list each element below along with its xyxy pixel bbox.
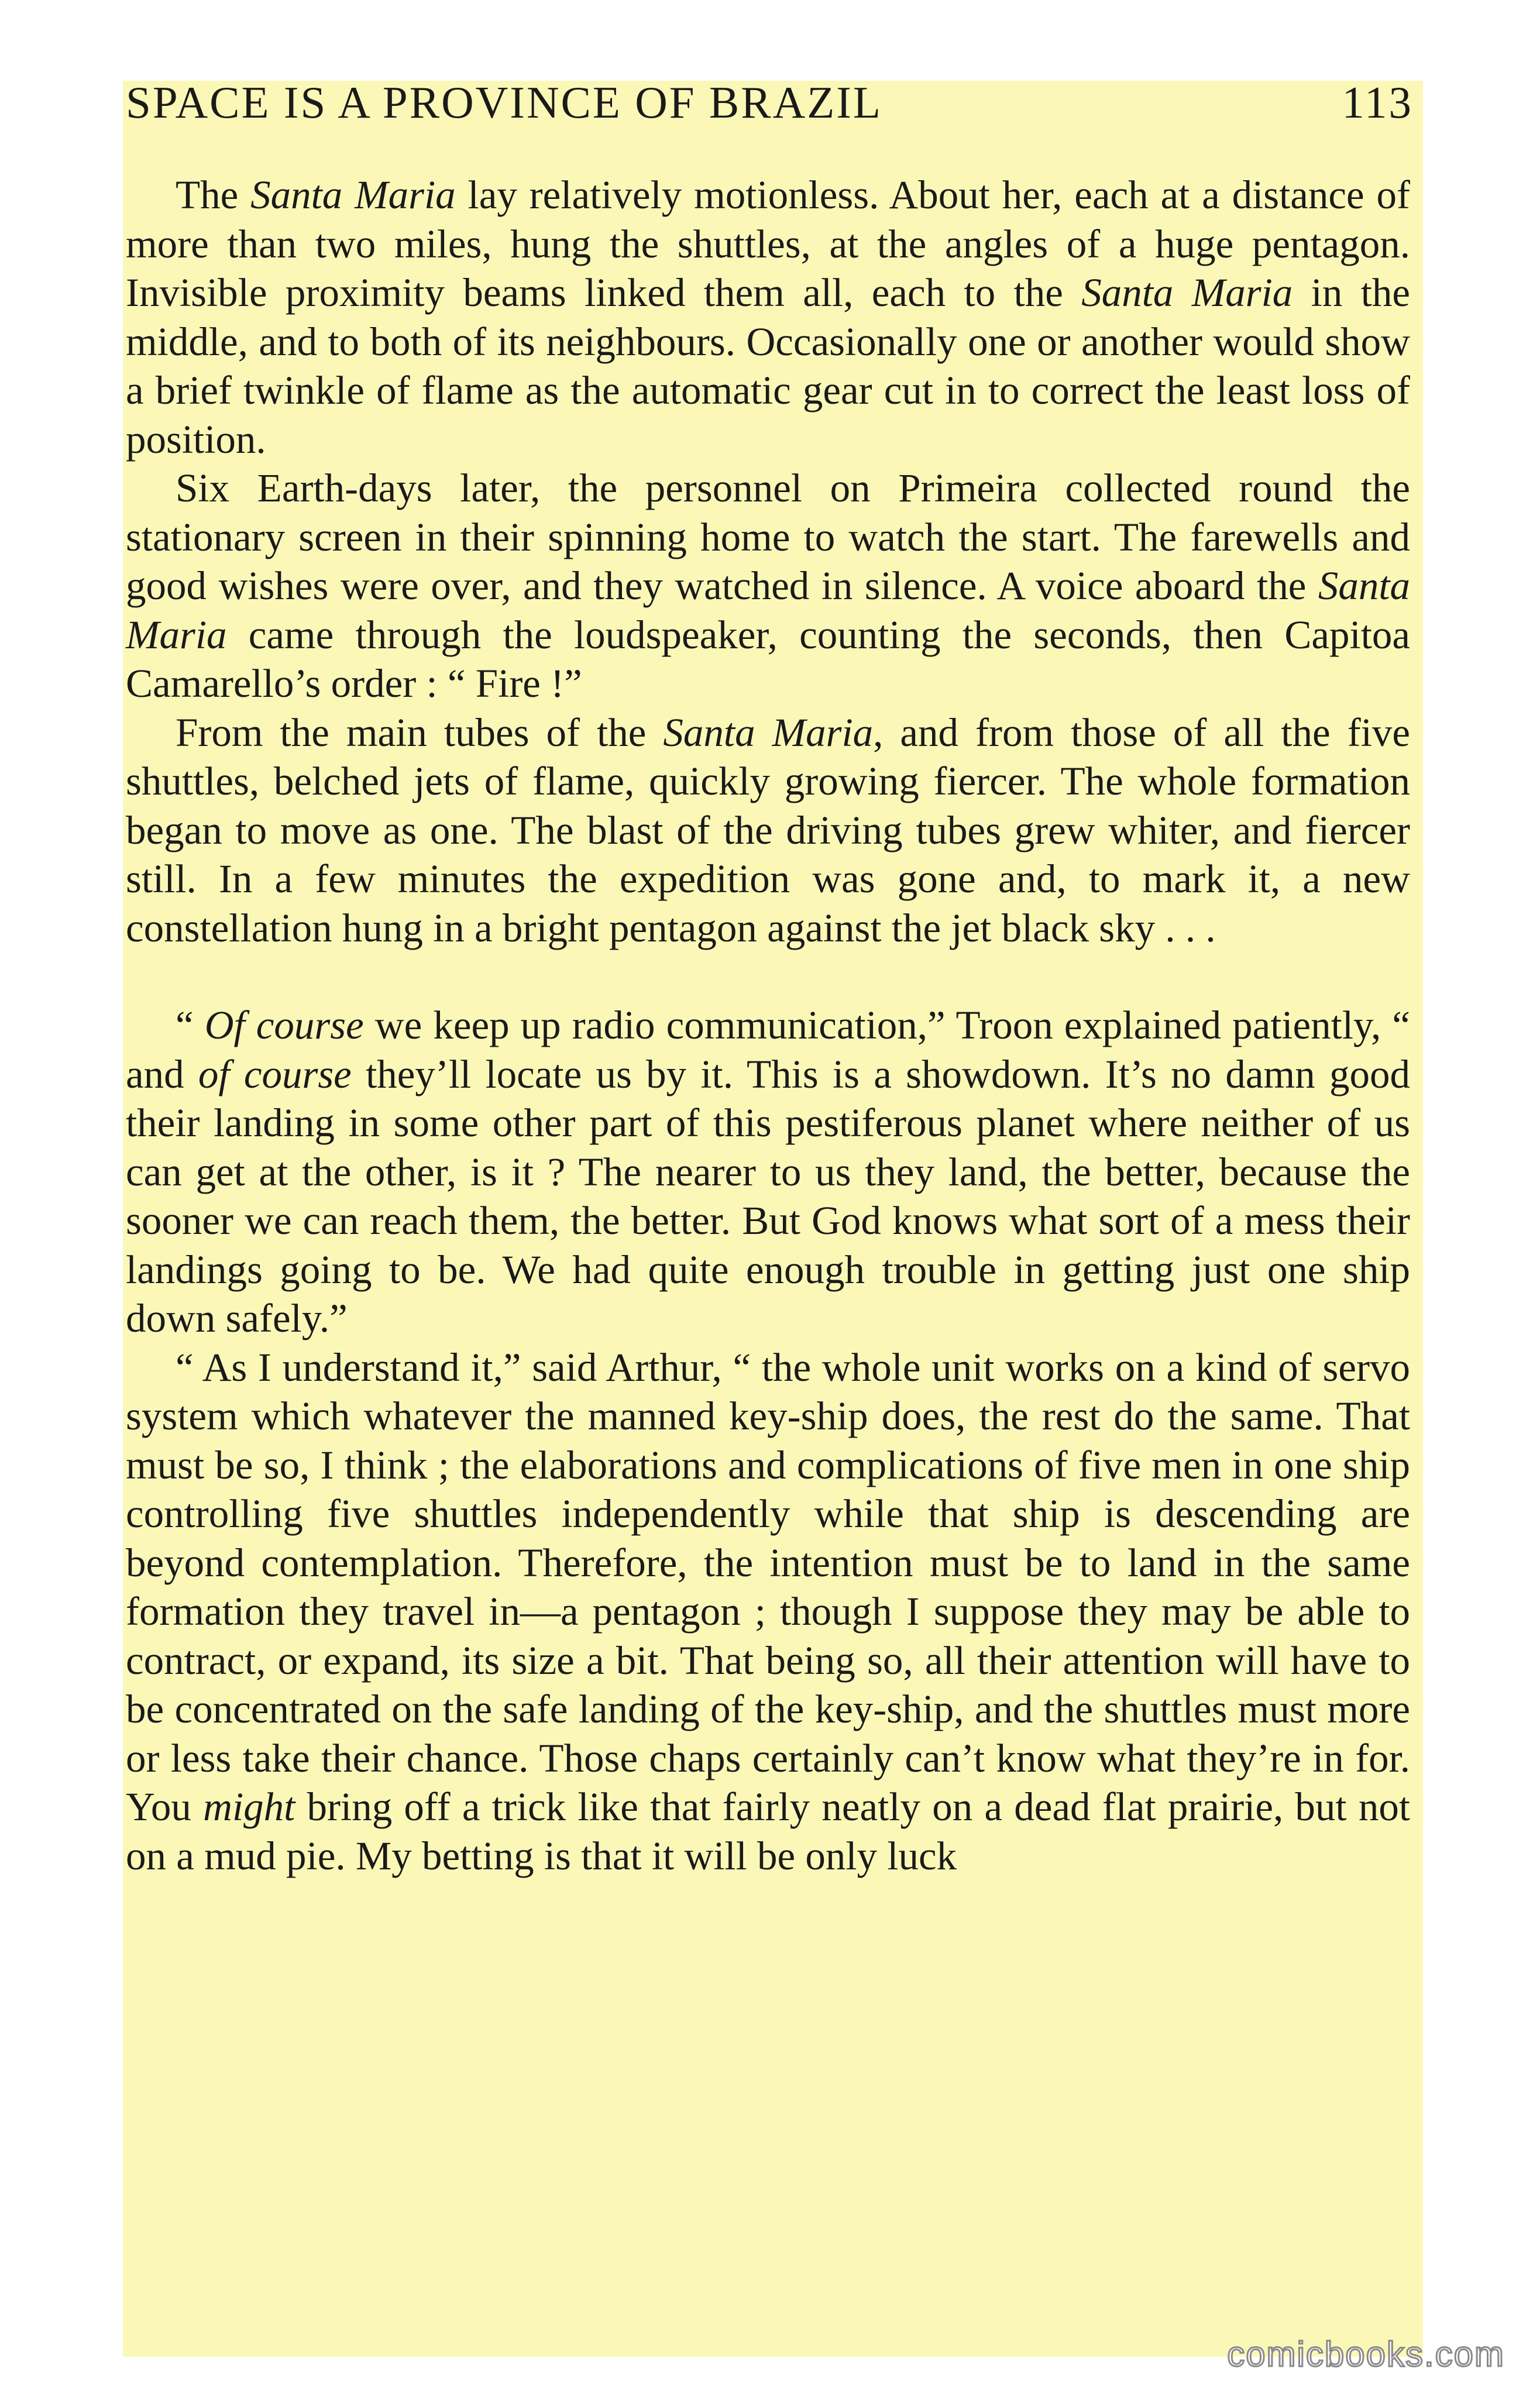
watermark-text: comicbooks.com [1227, 2335, 1505, 2374]
text-run: “ [176, 1003, 205, 1047]
paragraph [126, 1001, 1410, 1343]
italic-text: Santa Maria [663, 710, 874, 755]
text-run: in the middle, and to both of its neighbours. Occasionally one or another would show a brief twinkle of flame as the automatic gear cut in to correct the least loss of position. [126, 270, 1411, 462]
text-run: “ As I understand it,” said Arthur, “ the whole unit works on a kind of servo system which whatever the manned key-ship does, the rest do the same. That must be so, I think ; the elaborations and complications of five men in one ship controlling five shuttles independently while that ship is descending are beyond contemplation. Therefore, the intention must be to land in the same formation they travel in—a pentagon ; though I suppose they may be able to contract, or expand, its size a bit. That being so, all their attention will have to be concentrated on the safe landing of the key-ship, and the shuttles must more or less take their chance. Those chaps certainly can’t know what they’re in for. You [126, 1345, 1410, 1829]
text-run: From the main tubes of the [176, 710, 664, 755]
text-run: they’ll locate us by it. This is a showdown. It’s no damn good their landing in some other part of this pestiferous planet where neither of us can get at the other, is it ? The nearer to us they land, the better, because the sooner we can reach them, the better. But God knows what sort of a mess their landings going to be. We had quite enough trouble in getting just one ship down safely.” [126, 1051, 1410, 1340]
text-run: lay relatively motionless. About her, each at a distance of more than two miles, hung the shuttles, at the angles of a huge pentagon. Invisible proximity beams linked them all, each to the [126, 173, 1410, 315]
page-number: 113 [1342, 77, 1413, 128]
italic-text: of course [198, 1051, 352, 1096]
italic-text: Of course [204, 1003, 364, 1047]
text-run: bring off a trick like that fairly neatly on a dead flat prairie, but not on a mud pie. My betting is that it will be only luck [126, 1785, 1410, 1878]
italic-text: Santa Maria [1081, 270, 1293, 315]
body-text [126, 171, 1410, 1880]
text-run: The [176, 173, 251, 217]
paragraph [126, 709, 1410, 953]
text-run: came through the loudspeaker, counting the seconds, then Capitoa Camarello’s order : “ Fire !” [126, 612, 1410, 706]
paragraph [126, 464, 1410, 709]
running-head [126, 76, 1413, 129]
paragraph [126, 171, 1410, 464]
text-run: , and from those of all the five shuttles, belched jets of flame, quickly growing fiercer. The whole formation began to move as one. The blast of the driving tubes grew whiter, and fiercer still. In a few minutes the expedition was gone and, to mark it, a new constellation hung in a bright pentagon against the jet black sky . . . [126, 710, 1410, 950]
italic-text: Santa Maria [126, 563, 1410, 657]
italic-text: might [203, 1785, 295, 1829]
text-run: we keep up radio communication,” Troon explained patiently, “ and [126, 1003, 1410, 1096]
running-head-title: SPACE IS A PROVINCE OF BRAZIL [126, 77, 882, 128]
text-run: Six Earth-days later, the personnel on Primeira collected round the stationary screen in their spinning home to watch the start. The farewells and good wishes were over, and they watched in silence. A voice aboard the [126, 466, 1410, 608]
paragraph [126, 1343, 1410, 1881]
italic-text: Santa Maria [250, 173, 456, 217]
